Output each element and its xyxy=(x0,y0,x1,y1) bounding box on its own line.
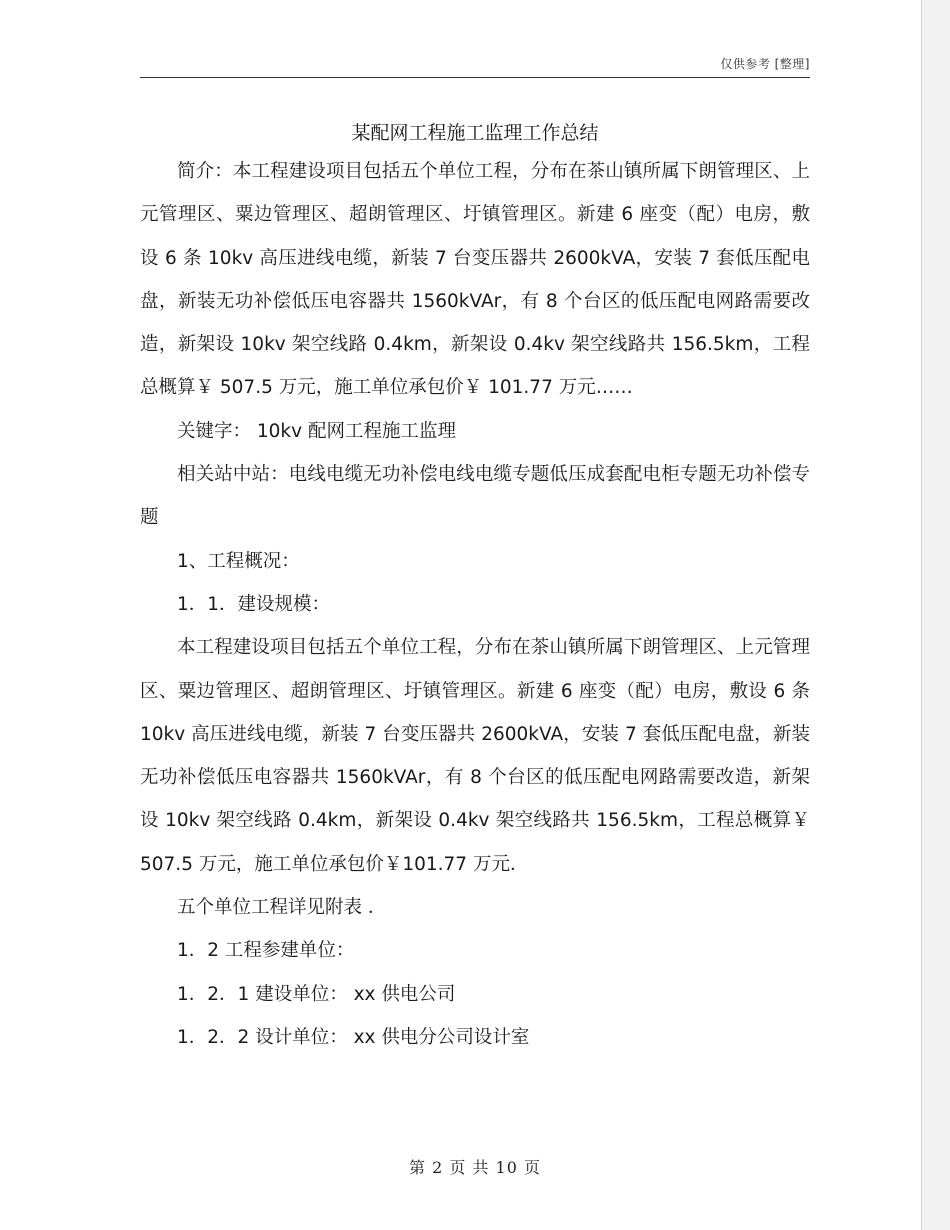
scale-paragraph: 本工程建设项目包括五个单位工程，分布在茶山镇所属下朗管理区、上元管理区、粟边管理区、超朗管理区、圩镇管理区。新建 6 座变（配）电房，敷设 6 条 10kv 高压进线电缆，新装 7 台变压器共 2600kVA，安装 7 套低压配电盘，新装无功补偿低压电容器共 1560kVAr，有 8 个台区的低压配电网路需要改造，新架设 10kv 架空线路 0.4km，新架设 0.4kv 架空线路共 156.5km，工程总概算￥ 507.5 万元，施工单位承包价￥101.77 万元． xyxy=(140,637,810,875)
header-divider xyxy=(140,77,810,78)
subsection-heading: 1．1．建设规模： xyxy=(177,593,331,615)
summary-paragraph: 简介：本工程建设项目包括五个单位工程，分布在茶山镇所属下朗管理区、上元管理区、粟边管理区、超朗管理区、圩镇管理区。新建 6 座变（配）电房，敷设 6 条 10kv 高压进线电缆，新装 7 台变压器共 2600kVA，安装 7 套低压配电盘，新装无功补偿低压电容器共 1560kVAr，有 8 个台区的低压配电网路需要改造，新架设 10kv 架空线路 0.4km，新架设 0.4kv 架空线路共 156.5km，工程总概算￥ 507.5 万元，施工单位承包价￥ 101.77 万元…… xyxy=(140,161,810,399)
subsection-heading: 1．2 工程参建单位： xyxy=(177,940,355,962)
page-edge-shadow xyxy=(921,0,950,1230)
section-heading: 1、工程概况： xyxy=(177,550,300,572)
related-topics-paragraph: 相关站中站：电线电缆无功补偿电线电缆专题低压成套配电柜专题无功补偿专题 xyxy=(140,464,810,529)
list-item: 1．2．2 设计单位： xx 供电分公司设计室 xyxy=(177,1026,530,1048)
document-body xyxy=(140,150,810,1059)
document-title: 某配网工程施工监理工作总结 xyxy=(351,122,599,144)
appendix-note: 五个单位工程详见附表 ． xyxy=(177,897,387,919)
keywords-paragraph: 关键字： 10kv 配网工程施工监理 xyxy=(177,420,456,442)
header-note: 仅供参考 [整理] xyxy=(720,57,810,71)
list-item: 1．2．1 建设单位： xx 供电公司 xyxy=(177,983,456,1005)
page-number: 第 2 页 共 10 页 xyxy=(409,1158,541,1177)
